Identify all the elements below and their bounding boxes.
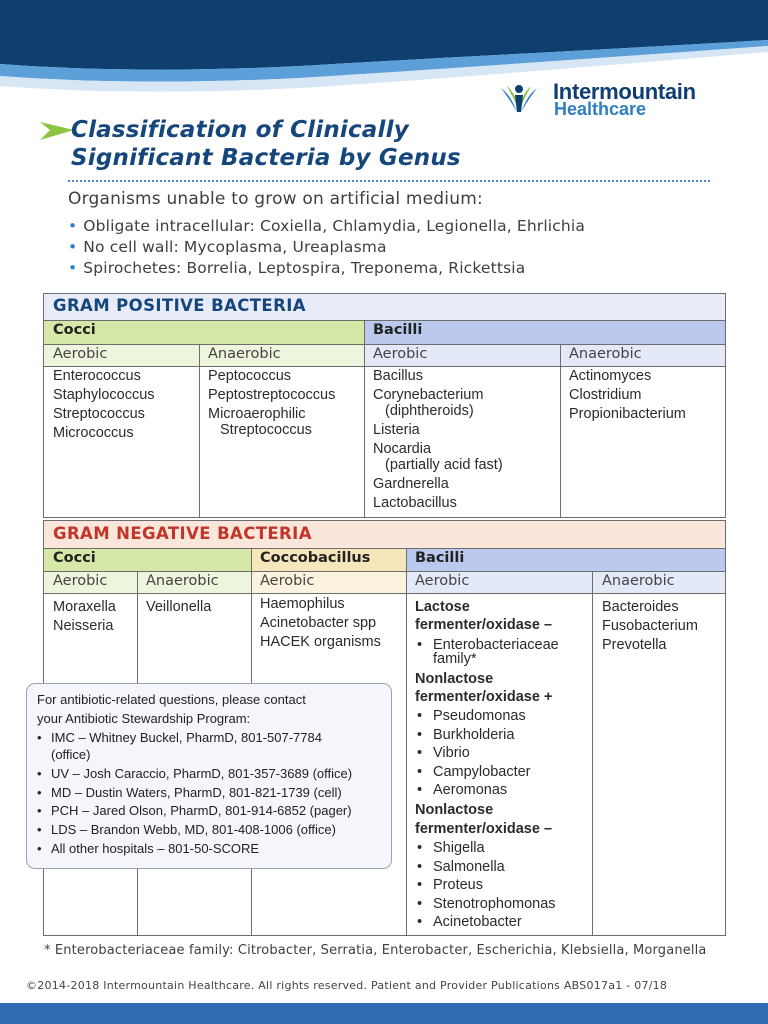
organism: • Vibrio (415, 744, 559, 762)
bullet-icon: • (68, 238, 78, 256)
gn-coccobacillus-aerobic-label: Aerobic (260, 573, 315, 589)
organism: Moraxella (53, 599, 116, 615)
organism: HACEK organisms (260, 634, 381, 650)
gp-bacilli-aerobic-label: Aerobic (373, 346, 428, 362)
organism: Lactobacillus (373, 495, 457, 511)
intermountain-logo (497, 78, 757, 118)
organism: Fusobacterium (602, 618, 698, 634)
intro-bullet: • No cell wall: Mycoplasma, Ureaplasma (68, 238, 387, 256)
organism: • Campylobacter (415, 763, 559, 781)
organism: Streptococcus (53, 406, 145, 422)
callout-intro: your Antibiotic Stewardship Program: (37, 710, 251, 726)
contact-item: • LDS – Brandon Webb, MD, 801-408-1006 (office) (37, 821, 379, 840)
organism-note: (partially acid fast) (385, 457, 503, 473)
footnote: * Enterobacteriaceae family: Citrobacter, Serratia, Enterobacter, Escherichia, Klebsiella, Morganella (44, 943, 707, 958)
organism: • Aeromonas (415, 781, 559, 799)
organism: Peptostreptococcus (208, 387, 336, 403)
title-line-2: Significant Bacteria by Genus (71, 145, 461, 171)
gram-positive-heading: GRAM POSITIVE BACTERIA (53, 296, 306, 315)
organism: Prevotella (602, 637, 667, 653)
organism: • Enterobacteriaceae (415, 636, 559, 654)
contact-item: • UV – Josh Caraccio, PharmD, 801-357-3689 (office) (37, 765, 379, 784)
group-title: fermenter/oxidase – (415, 617, 553, 634)
intro-text: Organisms unable to grow on artificial medium: (68, 189, 483, 209)
organism: Corynebacterium (373, 387, 484, 403)
contact-item: • MD – Dustin Waters, PharmD, 801-821-1739 (cell) (37, 784, 379, 803)
copyright: ©2014-2018 Intermountain Healthcare. All rights reserved. Patient and Provider Publications ABS017a1 - 07/18 (26, 979, 668, 992)
organism: Haemophilus (260, 596, 345, 612)
gp-bacilli-label: Bacilli (373, 322, 423, 338)
group-title: Nonlactose (415, 670, 494, 687)
organism: Streptococcus (220, 422, 312, 438)
organism: Nocardia (373, 441, 432, 457)
gn-bacilli-label: Bacilli (415, 550, 465, 566)
green-arrow-icon (40, 120, 74, 142)
organism: Listeria (373, 422, 420, 438)
gn-cocci-anaerobic-label: Anaerobic (146, 573, 219, 589)
organism: Veillonella (146, 599, 212, 615)
bullet-icon: • (68, 217, 78, 235)
organism: Actinomyces (569, 368, 652, 384)
title-line-1: Classification of Clinically (71, 117, 409, 143)
organism: • Salmonella (415, 858, 559, 876)
group-title: Nonlactose (415, 802, 494, 819)
contact-item: • All other hospitals – 801-50-SCORE (37, 840, 379, 859)
organism: Clostridium (569, 387, 642, 403)
contact-item-continuation: (office) (51, 747, 91, 763)
organism: Bacillus (373, 368, 423, 384)
contact-item: • IMC – Whitney Buckel, PharmD, 801-507-7784 (37, 729, 379, 748)
intro-bullet: • Obligate intracellular: Coxiella, Chlamydia, Legionella, Ehrlichia (68, 217, 585, 235)
organism: • Acinetobacter (415, 913, 559, 931)
intro-bullet: • Spirochetes: Borrelia, Leptospira, Treponema, Rickettsia (68, 259, 526, 277)
organism: • Pseudomonas (415, 707, 559, 725)
gp-cocci-aerobic-label: Aerobic (53, 346, 108, 362)
organism-note: (diphtheroids) (385, 403, 474, 419)
page-title (71, 116, 461, 172)
organism: Gardnerella (373, 476, 449, 492)
organism: Propionibacterium (569, 406, 686, 422)
brand-subtitle: Healthcare (554, 99, 647, 119)
organism: Peptococcus (208, 368, 292, 384)
gn-bacilli-aerobic-label: Aerobic (415, 573, 470, 589)
organism: Bacteroides (602, 599, 679, 615)
gp-cocci-label: Cocci (53, 322, 96, 338)
gram-negative-heading: GRAM NEGATIVE BACTERIA (53, 524, 312, 543)
organism: • Proteus (415, 876, 559, 894)
organism: Neisseria (53, 618, 114, 634)
organism: Staphylococcus (53, 387, 155, 403)
organism: • Burkholderia (415, 726, 559, 744)
organism: • Shigella (415, 839, 559, 857)
gram-positive-border (43, 293, 726, 518)
organism: Acinetobacter spp (260, 615, 377, 631)
dotted-divider (68, 180, 710, 182)
bullet-icon: • (68, 259, 78, 277)
contact-item: • PCH – Jared Olson, PharmD, 801-914-6852 (pager) (37, 802, 379, 821)
bottom-bar (0, 1003, 768, 1024)
organism: Microaerophilic (208, 406, 306, 422)
brand-name: Intermountain (553, 79, 696, 104)
stewardship-contact-box (26, 683, 392, 869)
gp-cocci-anaerobic-label: Anaerobic (208, 346, 281, 362)
organism: • Stenotrophomonas (415, 895, 559, 913)
organism: Micrococcus (53, 425, 134, 441)
logo-icon (497, 82, 541, 116)
organism: Enterococcus (53, 368, 141, 384)
gn-bacilli-anaerobic-label: Anaerobic (602, 573, 675, 589)
organism: family* (433, 651, 477, 668)
group-title: fermenter/oxidase – (415, 820, 553, 837)
gn-cocci-aerobic-label: Aerobic (53, 573, 108, 589)
group-title: fermenter/oxidase + (415, 689, 553, 706)
gp-bacilli-anaerobic-label: Anaerobic (569, 346, 642, 362)
gn-coccobacillus-label: Coccobacillus (260, 550, 371, 566)
group-title: Lactose (415, 599, 470, 615)
gn-cocci-label: Cocci (53, 550, 96, 566)
callout-intro: For antibiotic-related questions, please contact (37, 692, 306, 707)
